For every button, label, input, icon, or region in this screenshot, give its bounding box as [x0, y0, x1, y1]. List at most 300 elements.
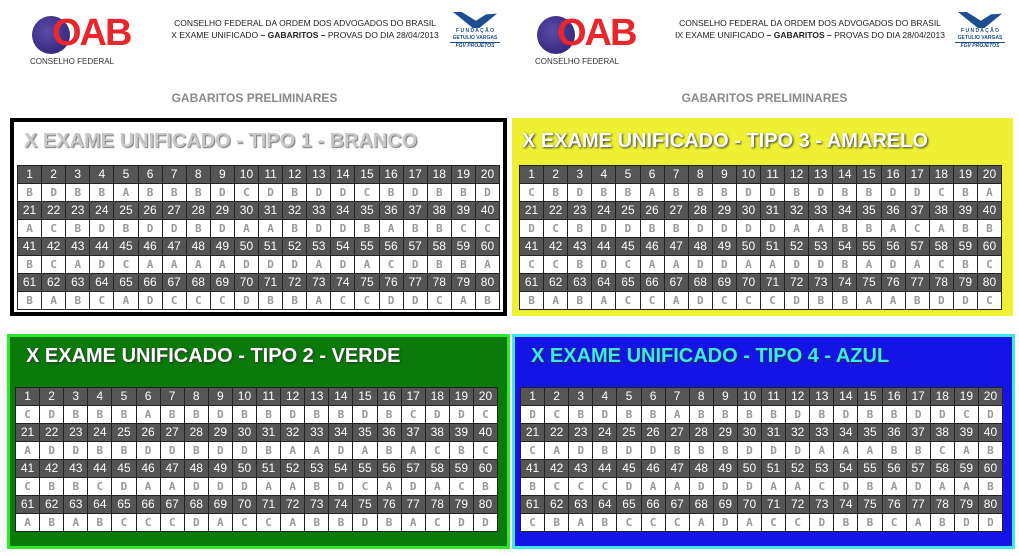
question-number: 42: [545, 460, 568, 477]
question-number: 36: [883, 424, 906, 441]
exam-line: [660, 29, 960, 41]
gabaritos-preliminares-title: GABARITOS PRELIMINARES: [171, 91, 338, 105]
question-number: 41: [18, 238, 41, 255]
question-number: 7: [161, 388, 184, 405]
question-number: 35: [353, 424, 376, 441]
question-number: 10: [738, 388, 761, 405]
question-number: 65: [617, 496, 640, 513]
question-number: 45: [112, 460, 135, 477]
panel-tipo-1-branco: [10, 118, 507, 316]
question-number: 20: [476, 166, 499, 183]
question-number: 6: [642, 388, 665, 405]
question-number: 28: [185, 424, 208, 441]
question-number: 74: [329, 496, 352, 513]
question-number: 45: [617, 460, 640, 477]
oab-logo: [535, 12, 636, 66]
gabaritos-label: GABARITOS: [773, 30, 825, 40]
question-number: 73: [810, 496, 833, 513]
question-number: 64: [90, 274, 113, 291]
question-number: 37: [906, 202, 929, 219]
question-number: 15: [353, 388, 376, 405]
question-number: 35: [858, 424, 881, 441]
separator: –: [764, 30, 774, 40]
question-number: 28: [690, 424, 713, 441]
question-number: 77: [907, 496, 930, 513]
question-number: 72: [785, 274, 808, 291]
answer-letters: BDBBABBBDCDBDDCBDBBDACBDBDDBDAABDDBABBCCBCADCAAAADDDADACDBBABABCADCCCDBBACCDDCAB: [26, 185, 509, 307]
question-number: 66: [139, 274, 162, 291]
question-number: 2: [544, 166, 567, 183]
question-number: 44: [88, 460, 111, 477]
question-number: 79: [954, 274, 977, 291]
question-number: 47: [163, 238, 186, 255]
fgv-getulio-vargas: GETULIO VARGAS: [452, 35, 498, 41]
header-right: [510, 0, 1019, 105]
question-number: 55: [858, 460, 881, 477]
question-number: 76: [380, 274, 403, 291]
question-number: 49: [211, 238, 234, 255]
question-number: 66: [642, 496, 665, 513]
question-number: 64: [592, 274, 615, 291]
question-number: 53: [307, 238, 330, 255]
question-number: 69: [714, 496, 737, 513]
question-number: 16: [380, 166, 403, 183]
question-number: 21: [520, 202, 543, 219]
question-number: 33: [810, 424, 833, 441]
question-number: 11: [761, 166, 784, 183]
question-number: 71: [259, 274, 282, 291]
question-number: 24: [90, 202, 113, 219]
question-number: 46: [139, 238, 162, 255]
question-number: 27: [161, 424, 184, 441]
question-number: 12: [786, 388, 809, 405]
question-number: 79: [450, 496, 473, 513]
question-number: 72: [283, 274, 306, 291]
answer-letters: CDBBBABBDBBDBBDBCDDCADDBBDDBDDBAADABACBCCBBCDAADDDAABDCADACBABABCCCDACCABBDBACDD: [24, 407, 507, 529]
question-number: 10: [235, 166, 258, 183]
question-number: 25: [616, 202, 639, 219]
question-number: 56: [883, 460, 906, 477]
question-number: 21: [18, 202, 41, 219]
panel-title: X EXAME UNIFICADO - TIPO 2 - VERDE: [26, 345, 401, 367]
question-number: 2: [40, 388, 63, 405]
question-number: 18: [931, 388, 954, 405]
oab-logo-subtitle: CONSELHO FEDERAL: [30, 57, 115, 66]
question-number: 75: [857, 274, 880, 291]
question-number: 30: [235, 202, 258, 219]
question-number: 65: [114, 274, 137, 291]
question-number: 5: [616, 166, 639, 183]
question-number: 15: [858, 388, 881, 405]
question-number: 22: [544, 202, 567, 219]
question-number: 33: [307, 202, 330, 219]
question-number: 14: [331, 166, 354, 183]
question-number: 10: [233, 388, 256, 405]
question-number: 27: [666, 424, 689, 441]
question-number: 50: [233, 460, 256, 477]
question-number: 59: [955, 460, 978, 477]
question-number: 65: [616, 274, 639, 291]
question-number: 28: [689, 202, 712, 219]
question-number: 69: [713, 274, 736, 291]
question-number: 51: [257, 460, 280, 477]
separator: –: [258, 30, 268, 40]
question-number: 13: [810, 388, 833, 405]
question-number: 8: [185, 388, 208, 405]
question-number: 77: [404, 274, 427, 291]
question-number: 15: [355, 166, 378, 183]
question-number: 57: [404, 238, 427, 255]
question-number: 39: [955, 424, 978, 441]
question-number: 62: [40, 496, 63, 513]
question-number: 13: [809, 166, 832, 183]
question-number: 59: [954, 238, 977, 255]
question-number: 80: [476, 274, 499, 291]
question-number: 66: [641, 274, 664, 291]
question-number: 24: [88, 424, 111, 441]
question-number: 6: [137, 388, 160, 405]
question-number: 4: [592, 166, 615, 183]
question-number: 77: [906, 274, 929, 291]
question-number: 23: [568, 202, 591, 219]
question-number: 18: [428, 166, 451, 183]
question-number: 54: [834, 460, 857, 477]
fgv-fundacao: F U N D A Ç Ã O: [961, 28, 999, 34]
question-number: 42: [42, 238, 65, 255]
question-number: 13: [307, 166, 330, 183]
question-number: 60: [979, 460, 1002, 477]
exam-name: IX EXAME UNIFICADO: [675, 30, 765, 40]
question-number: 27: [163, 202, 186, 219]
question-number: 73: [809, 274, 832, 291]
question-number: 23: [64, 424, 87, 441]
question-number: 59: [452, 238, 475, 255]
question-number: 1: [18, 166, 41, 183]
question-number: 32: [785, 202, 808, 219]
question-number: 34: [331, 202, 354, 219]
question-number: 40: [979, 424, 1002, 441]
question-number: 36: [882, 202, 905, 219]
question-number: 9: [714, 388, 737, 405]
answer-letters: CBDBBABBBDDBDBBDDCBADCBDDBBDDDDAABBACABBCCBDCAADDAADDBADACBCBABACCADCCCDBBAABDDC: [528, 185, 1011, 307]
question-number: 51: [761, 238, 784, 255]
question-number: 63: [569, 496, 592, 513]
question-number: 47: [665, 238, 688, 255]
question-number: 26: [137, 424, 160, 441]
question-number: 31: [257, 424, 280, 441]
question-number: 23: [66, 202, 89, 219]
question-number: 6: [641, 166, 664, 183]
question-number: 8: [690, 388, 713, 405]
question-number: 52: [785, 238, 808, 255]
question-number: 28: [187, 202, 210, 219]
question-number: 31: [761, 202, 784, 219]
question-number: 13: [305, 388, 328, 405]
question-number: 53: [809, 238, 832, 255]
question-number: 24: [593, 424, 616, 441]
question-number: 40: [476, 202, 499, 219]
separator: –: [824, 30, 835, 40]
answer-letters: DCBDBBABBBBDBDBBDDCDCADBDDBBBDDDAAABBCABBCCCDAADDDAACDBADAABCBABCCCADACCDBBCABDD: [529, 407, 1012, 529]
question-number: 59: [450, 460, 473, 477]
question-number: 30: [233, 424, 256, 441]
question-number: 55: [353, 460, 376, 477]
question-number: 4: [593, 388, 616, 405]
question-number: 52: [786, 460, 809, 477]
question-number: 32: [281, 424, 304, 441]
question-number: 15: [857, 166, 880, 183]
question-number: 52: [283, 238, 306, 255]
question-number: 7: [665, 166, 688, 183]
question-number: 43: [66, 238, 89, 255]
question-number: 24: [592, 202, 615, 219]
panel-tipo-3-amarelo: [512, 118, 1013, 316]
question-number: 54: [833, 238, 856, 255]
org-name: CONSELHO FEDERAL DA ORDEM DOS ADVOGADOS DO BRASIL: [679, 18, 941, 28]
fgv-getulio-vargas: GETULIO VARGAS: [957, 35, 1003, 41]
question-number: 3: [64, 388, 87, 405]
question-number: 43: [64, 460, 87, 477]
panel-title: X EXAME UNIFICADO - TIPO 3 - AMARELO: [522, 130, 928, 152]
question-number: 11: [259, 166, 282, 183]
question-number: 20: [978, 166, 1001, 183]
question-number: 11: [257, 388, 280, 405]
question-number: 9: [209, 388, 232, 405]
question-number: 29: [713, 202, 736, 219]
question-number: 16: [378, 388, 401, 405]
question-number: 3: [569, 388, 592, 405]
question-number: 34: [833, 202, 856, 219]
header-left: [0, 0, 509, 105]
question-number: 25: [112, 424, 135, 441]
question-number: 39: [452, 202, 475, 219]
question-number: 61: [18, 274, 41, 291]
question-number: 80: [474, 496, 497, 513]
question-number: 70: [233, 496, 256, 513]
question-number: 61: [521, 496, 544, 513]
question-number: 43: [569, 460, 592, 477]
question-number: 33: [305, 424, 328, 441]
question-number: 36: [380, 202, 403, 219]
question-number: 43: [568, 238, 591, 255]
question-number: 3: [568, 166, 591, 183]
question-number: 71: [257, 496, 280, 513]
question-number: 56: [882, 238, 905, 255]
panel-title: X EXAME UNIFICADO - TIPO 4 - AZUL: [531, 345, 890, 367]
question-number: 44: [592, 238, 615, 255]
question-number: 54: [329, 460, 352, 477]
question-number: 67: [163, 274, 186, 291]
question-number: 49: [714, 460, 737, 477]
question-number: 37: [402, 424, 425, 441]
question-number: 61: [520, 274, 543, 291]
question-number: 62: [545, 496, 568, 513]
panel-tipo-2-verde: [7, 334, 510, 549]
question-number: 12: [283, 166, 306, 183]
question-number: 72: [281, 496, 304, 513]
question-number: 70: [235, 274, 258, 291]
fgv-mark-icon: [958, 12, 1002, 28]
question-number: 29: [714, 424, 737, 441]
question-number: 20: [474, 388, 497, 405]
question-number: 1: [521, 388, 544, 405]
question-number: 50: [235, 238, 258, 255]
question-number: 7: [163, 166, 186, 183]
question-number: 9: [211, 166, 234, 183]
question-number: 26: [139, 202, 162, 219]
question-number: 18: [930, 166, 953, 183]
question-number: 80: [978, 274, 1001, 291]
question-number: 76: [378, 496, 401, 513]
question-number: 52: [281, 460, 304, 477]
question-number: 22: [545, 424, 568, 441]
question-number: 31: [259, 202, 282, 219]
gabaritos-preliminares-title: GABARITOS PRELIMINARES: [681, 91, 848, 105]
question-number: 12: [785, 166, 808, 183]
question-number: 29: [211, 202, 234, 219]
question-number: 58: [930, 238, 953, 255]
question-number: 68: [690, 496, 713, 513]
question-number: 74: [331, 274, 354, 291]
question-number: 63: [64, 496, 87, 513]
question-number: 45: [616, 238, 639, 255]
question-number: 57: [402, 460, 425, 477]
header-text: [155, 17, 455, 41]
question-number: 5: [112, 388, 135, 405]
fgv-projetos: FGV PROJETOS: [450, 42, 500, 50]
question-number: 14: [329, 388, 352, 405]
question-number: 74: [834, 496, 857, 513]
question-number: 23: [569, 424, 592, 441]
question-number: 5: [114, 166, 137, 183]
question-number: 46: [137, 460, 160, 477]
question-number: 31: [762, 424, 785, 441]
question-number: 33: [809, 202, 832, 219]
question-number: 46: [641, 238, 664, 255]
question-number: 16: [882, 166, 905, 183]
question-number: 53: [305, 460, 328, 477]
question-number: 70: [738, 496, 761, 513]
question-number: 58: [428, 238, 451, 255]
org-name: CONSELHO FEDERAL DA ORDEM DOS ADVOGADOS DO BRASIL: [174, 18, 436, 28]
question-number: 48: [689, 238, 712, 255]
question-number: 17: [404, 166, 427, 183]
question-number: 80: [979, 496, 1002, 513]
question-number: 17: [402, 388, 425, 405]
question-number: 42: [40, 460, 63, 477]
question-number: 78: [428, 274, 451, 291]
question-number: 65: [112, 496, 135, 513]
question-number: 67: [666, 496, 689, 513]
question-number: 51: [762, 460, 785, 477]
question-number: 73: [305, 496, 328, 513]
question-number: 9: [713, 166, 736, 183]
question-number: 79: [452, 274, 475, 291]
question-number: 26: [641, 202, 664, 219]
question-number: 58: [931, 460, 954, 477]
exam-date: PROVAS DO DIA 28/04/2013: [834, 30, 945, 40]
oab-logo: [30, 12, 131, 66]
question-number: 78: [931, 496, 954, 513]
question-number: 76: [883, 496, 906, 513]
question-number: 38: [930, 202, 953, 219]
question-number: 76: [882, 274, 905, 291]
question-number: 25: [617, 424, 640, 441]
gabaritos-label: GABARITOS: [267, 30, 319, 40]
question-number: 48: [187, 238, 210, 255]
question-number: 37: [907, 424, 930, 441]
exam-line: [155, 29, 455, 41]
question-number: 51: [259, 238, 282, 255]
question-number: 19: [450, 388, 473, 405]
oab-logo-subtitle: CONSELHO FEDERAL: [535, 57, 620, 66]
question-number: 69: [211, 274, 234, 291]
question-number: 60: [978, 238, 1001, 255]
question-number: 1: [16, 388, 39, 405]
question-number: 67: [665, 274, 688, 291]
question-number: 2: [545, 388, 568, 405]
fgv-mark-icon: [453, 12, 497, 28]
question-number: 48: [185, 460, 208, 477]
question-number: 74: [833, 274, 856, 291]
separator: –: [318, 30, 328, 40]
question-number: 30: [738, 424, 761, 441]
question-number: 57: [907, 460, 930, 477]
question-number: 34: [834, 424, 857, 441]
question-number: 60: [476, 238, 499, 255]
question-number: 66: [137, 496, 160, 513]
question-number: 77: [402, 496, 425, 513]
fgv-fundacao: F U N D A Ç Ã O: [456, 28, 494, 34]
question-number: 41: [16, 460, 39, 477]
question-number: 5: [617, 388, 640, 405]
question-number: 71: [761, 274, 784, 291]
question-number: 78: [930, 274, 953, 291]
exam-name: X EXAME UNIFICADO: [171, 30, 259, 40]
question-number: 41: [521, 460, 544, 477]
fgv-logo: [450, 12, 500, 50]
question-number: 70: [737, 274, 760, 291]
question-number: 38: [426, 424, 449, 441]
question-number: 16: [883, 388, 906, 405]
question-number: 68: [689, 274, 712, 291]
oab-logo-text: OAB: [557, 12, 636, 54]
question-number: 21: [521, 424, 544, 441]
header-text: [660, 17, 960, 41]
question-number: 63: [66, 274, 89, 291]
question-number: 32: [786, 424, 809, 441]
question-number: 22: [42, 202, 65, 219]
question-number: 72: [786, 496, 809, 513]
question-number: 14: [833, 166, 856, 183]
question-number: 50: [737, 238, 760, 255]
question-number: 39: [450, 424, 473, 441]
question-number: 58: [426, 460, 449, 477]
panel-tipo-4-azul: [512, 334, 1015, 549]
question-number: 27: [665, 202, 688, 219]
question-number: 26: [642, 424, 665, 441]
question-number: 40: [474, 424, 497, 441]
question-number: 69: [209, 496, 232, 513]
question-number: 71: [762, 496, 785, 513]
question-number: 4: [90, 166, 113, 183]
question-number: 32: [283, 202, 306, 219]
question-number: 19: [955, 388, 978, 405]
question-number: 49: [713, 238, 736, 255]
question-number: 38: [931, 424, 954, 441]
question-number: 45: [114, 238, 137, 255]
question-number: 55: [355, 238, 378, 255]
